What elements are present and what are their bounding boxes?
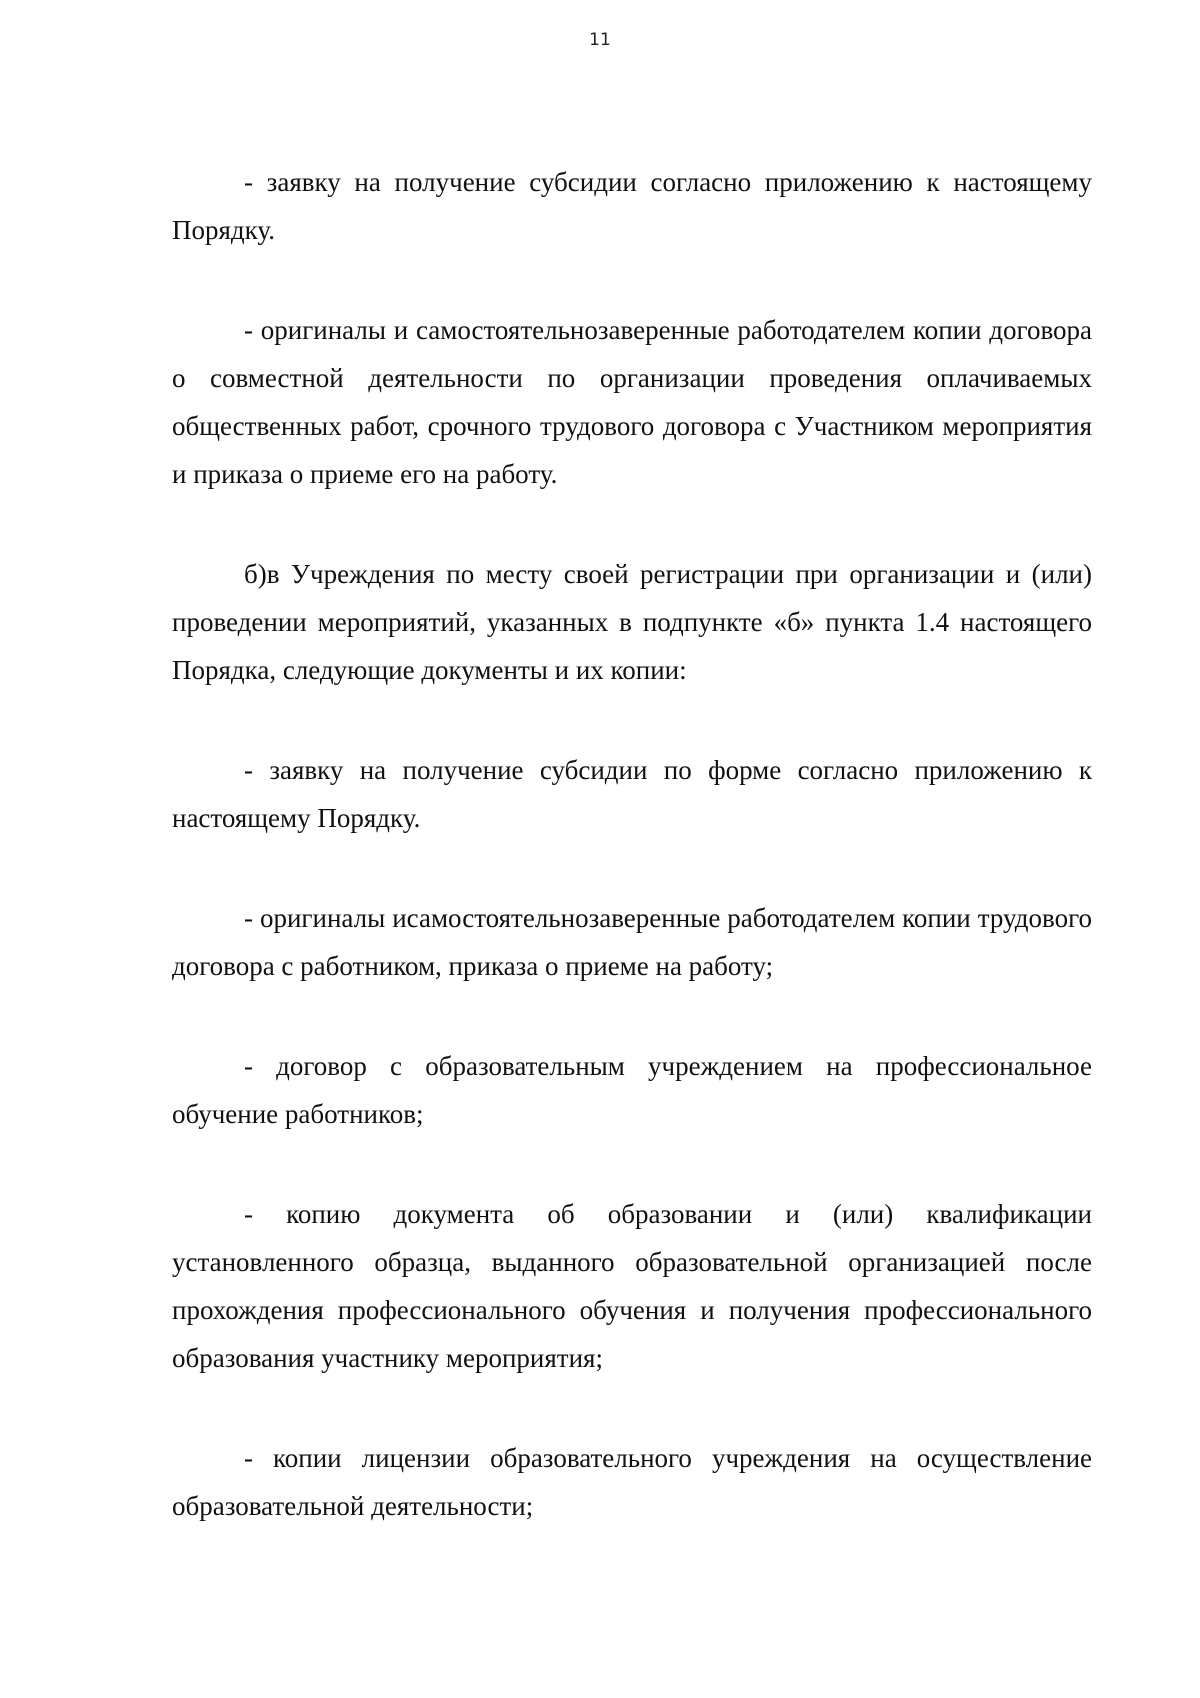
paragraph-license-copies: - копии лицензии образовательного учреждения на осуществление образовательной деятельности; [172,1443,1092,1521]
page-number: 11 [589,30,611,50]
paragraph-originals-public-works: - оригиналы и самостоятельнозаверенные работодателем копии договора о совместной деятельности по организации проведения оплачиваемых общественных работ, срочного трудового договора с Участником мероприятия и приказа о приеме его на работу. [172,315,1092,489]
paragraph-application: - заявку на получение субсидии согласно приложению к настоящему Порядку. [172,167,1092,245]
paragraph-originals-labor-contract: - оригиналы исамостоятельнозаверенные работодателем копии трудового договора с работником, приказа о приеме на работу; [172,903,1092,981]
paragraph-application-form: - заявку на получение субсидии по форме согласно приложению к настоящему Порядку. [172,755,1092,833]
paragraph-subitem-b: б)в Учреждения по месту своей регистрации при организации и (или) проведении мероприятий, указанных в подпункте «б» пункта 1.4 настоящего Порядка, следующие документы и их копии: [172,559,1092,685]
paragraph-education-document: - копию документа об образовании и (или) квалификации установленного образца, выданного образовательной организацией после прохождения профессионального обучения и получения профессионального образования участнику мероприятия; [172,1199,1092,1373]
document-body [172,158,1092,1530]
paragraph-education-contract: - договор с образовательным учреждением на профессиональное обучение работников; [172,1051,1092,1129]
